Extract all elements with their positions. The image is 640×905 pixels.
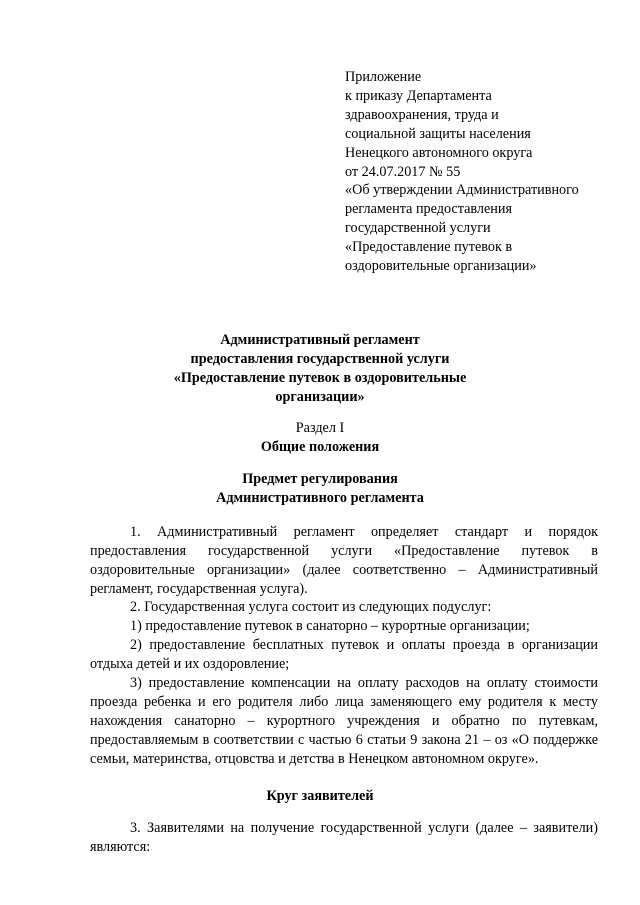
annex-line: от 24.07.2017 № 55 bbox=[345, 163, 461, 180]
annex-line: государственной услуги bbox=[345, 220, 491, 237]
annex-block bbox=[345, 68, 635, 276]
annex-line: к приказу Департамента bbox=[345, 87, 492, 104]
title-line: «Предоставление путевок в оздоровительные bbox=[173, 369, 467, 386]
annex-line: регламента предоставления bbox=[345, 201, 512, 218]
subject-heading-line: Административного регламента bbox=[216, 489, 424, 506]
paragraph-1: 1. Административный регламент определяет стандарт и порядок предоставления государственной услуги «Предоставление путевок в оздоровительные организации» (далее соответственно – Административный регламент, государственная услуга). bbox=[90, 524, 598, 597]
annex-line: Приложение bbox=[345, 69, 422, 85]
title-line: Административный регламент bbox=[220, 332, 420, 348]
document-title bbox=[0, 331, 640, 407]
paragraph-2-item-2: 2) предоставление бесплатных путевок и оплаты проезда в организации отдыха детей и их оздоровление; bbox=[90, 637, 598, 672]
annex-line: социальной защиты населения bbox=[345, 125, 531, 142]
title-line: организации» bbox=[275, 388, 365, 405]
annex-line: Ненецкого автономного округа bbox=[345, 144, 533, 161]
annex-line: оздоровительные организации» bbox=[345, 258, 537, 275]
section-number: Раздел I bbox=[295, 420, 345, 436]
annex-line: «Об утверждении Административного bbox=[345, 182, 579, 199]
paragraph-3: 3. Заявителями на получение государственной услуги (далее – заявители) являются: bbox=[90, 820, 598, 855]
paragraph-2-item-3: 3) предоставление компенсации на оплату расходов на оплату стоимости проезда ребенка и его родителя либо лица заменяющего ему родителя к месту нахождения санаторно – курортного учреждения и обратно по путевкам, предоставляемым в соответствии с частью 6 статьи 9 закона 21 – оз «О поддержке семьи, материнства, отцовства и детства в Ненецком автономном округе». bbox=[90, 675, 598, 767]
subject-heading-line: Предмет регулирования bbox=[242, 471, 398, 487]
applicants-heading: Круг заявителей bbox=[266, 788, 374, 804]
section-title: Общие положения bbox=[260, 439, 380, 455]
title-line: предоставления государственной услуги bbox=[190, 350, 450, 367]
annex-line: здравоохранения, труда и bbox=[345, 106, 499, 123]
subject-heading bbox=[0, 470, 640, 508]
annex-line: «Предоставление путевок в bbox=[345, 239, 513, 256]
paragraph-2: 2. Государственная услуга состоит из следующих подуслуг: bbox=[130, 599, 492, 615]
paragraph-2-item-1: 1) предоставление путевок в санаторно – курортные организации; bbox=[130, 618, 530, 634]
